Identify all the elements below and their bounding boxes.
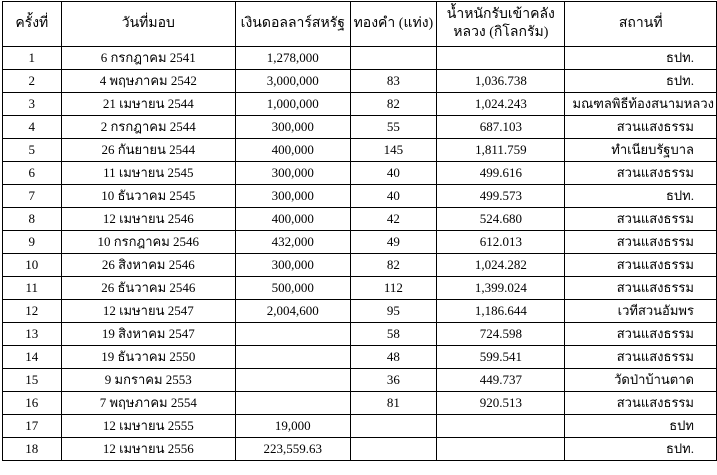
table-row	[3, 162, 717, 185]
cell-date: 19 ธันวาคม 2550	[61, 346, 235, 369]
table-row	[3, 277, 717, 300]
cell-usd: 300,000	[236, 162, 351, 185]
table-row	[3, 231, 717, 254]
cell-place: สวนแสงธรรม	[565, 277, 717, 300]
cell-weight: 499.616	[437, 162, 565, 185]
cell-no: 1	[3, 47, 62, 70]
table-row	[3, 438, 717, 461]
cell-date: 12 เมษายน 2547	[61, 300, 235, 323]
header-gold-bars: ทองคำ (แท่ง)	[350, 2, 437, 47]
table-body	[3, 47, 717, 461]
table-row	[3, 369, 717, 392]
cell-place: สวนแสงธรรม	[565, 208, 717, 231]
cell-usd: 223,559.63	[236, 438, 351, 461]
cell-weight	[437, 415, 565, 438]
cell-no: 16	[3, 392, 62, 415]
cell-place: สวนแสงธรรม	[565, 116, 717, 139]
table-row	[3, 93, 717, 116]
cell-date: 26 สิงหาคม 2546	[61, 254, 235, 277]
cell-usd: 1,000,000	[236, 93, 351, 116]
cell-weight: 1,036.738	[437, 70, 565, 93]
cell-no: 4	[3, 116, 62, 139]
cell-weight: 499.573	[437, 185, 565, 208]
cell-date: 26 กันยายน 2544	[61, 139, 235, 162]
cell-no: 10	[3, 254, 62, 277]
cell-gold-bars: 145	[350, 139, 437, 162]
cell-usd: 3,000,000	[236, 70, 351, 93]
cell-gold-bars: 81	[350, 392, 437, 415]
cell-no: 13	[3, 323, 62, 346]
cell-date: 11 เมษายน 2545	[61, 162, 235, 185]
cell-place: ธปท.	[565, 47, 717, 70]
header-weight-line1: น้ำหนักรับเข้าคลัง	[446, 7, 555, 22]
cell-place: ธปท.	[565, 185, 717, 208]
cell-no: 17	[3, 415, 62, 438]
table-row	[3, 300, 717, 323]
cell-usd: 1,278,000	[236, 47, 351, 70]
cell-no: 15	[3, 369, 62, 392]
cell-gold-bars: 82	[350, 93, 437, 116]
cell-usd: 300,000	[236, 116, 351, 139]
cell-place: สวนแสงธรรม	[565, 392, 717, 415]
cell-date: 2 กรกฎาคม 2544	[61, 116, 235, 139]
header-date: วันที่มอบ	[61, 2, 235, 47]
table-row	[3, 254, 717, 277]
table-row	[3, 346, 717, 369]
cell-date: 7 พฤษภาคม 2554	[61, 392, 235, 415]
cell-place: ธปท.	[565, 70, 717, 93]
header-usd: เงินดอลลาร์สหรัฐ	[236, 2, 351, 47]
cell-weight	[437, 438, 565, 461]
cell-date: 6 กรกฎาคม 2541	[61, 47, 235, 70]
cell-weight	[437, 47, 565, 70]
cell-date: 26 ธันวาคม 2546	[61, 277, 235, 300]
cell-weight: 1,186.644	[437, 300, 565, 323]
cell-gold-bars: 55	[350, 116, 437, 139]
table-row	[3, 70, 717, 93]
table-row	[3, 208, 717, 231]
cell-gold-bars: 49	[350, 231, 437, 254]
cell-gold-bars: 40	[350, 162, 437, 185]
cell-usd: 500,000	[236, 277, 351, 300]
cell-weight: 1,811.759	[437, 139, 565, 162]
cell-date: 10 กรกฎาคม 2546	[61, 231, 235, 254]
cell-gold-bars	[350, 47, 437, 70]
cell-gold-bars: 36	[350, 369, 437, 392]
cell-usd: 432,000	[236, 231, 351, 254]
cell-date: 10 ธันวาคม 2545	[61, 185, 235, 208]
cell-no: 2	[3, 70, 62, 93]
cell-date: 12 เมษายน 2546	[61, 208, 235, 231]
cell-gold-bars: 58	[350, 323, 437, 346]
cell-usd	[236, 323, 351, 346]
cell-place: สวนแสงธรรม	[565, 254, 717, 277]
cell-weight: 724.598	[437, 323, 565, 346]
header-place: สถานที่	[565, 2, 717, 47]
cell-place: ธปท	[565, 415, 717, 438]
cell-gold-bars: 112	[350, 277, 437, 300]
cell-usd	[236, 369, 351, 392]
cell-weight: 1,024.243	[437, 93, 565, 116]
cell-gold-bars	[350, 438, 437, 461]
cell-usd: 300,000	[236, 254, 351, 277]
table-row	[3, 392, 717, 415]
cell-no: 8	[3, 208, 62, 231]
table-row	[3, 323, 717, 346]
cell-place: วัดป่าบ้านตาด	[565, 369, 717, 392]
cell-weight: 449.737	[437, 369, 565, 392]
cell-gold-bars: 40	[350, 185, 437, 208]
header-no: ครั้งที่	[3, 2, 62, 47]
cell-no: 9	[3, 231, 62, 254]
cell-date: 9 มกราคม 2553	[61, 369, 235, 392]
cell-usd: 400,000	[236, 208, 351, 231]
cell-usd	[236, 392, 351, 415]
cell-date: 12 เมษายน 2556	[61, 438, 235, 461]
gold-donation-table	[2, 1, 717, 461]
cell-no: 5	[3, 139, 62, 162]
table-row	[3, 415, 717, 438]
cell-gold-bars: 82	[350, 254, 437, 277]
cell-date: 21 เมษายน 2544	[61, 93, 235, 116]
cell-no: 12	[3, 300, 62, 323]
cell-no: 18	[3, 438, 62, 461]
table-row	[3, 185, 717, 208]
table-header-row	[3, 2, 717, 47]
cell-weight: 612.013	[437, 231, 565, 254]
cell-place: สวนแสงธรรม	[565, 323, 717, 346]
cell-date: 4 พฤษภาคม 2542	[61, 70, 235, 93]
cell-place: ทำเนียบรัฐบาล	[565, 139, 717, 162]
table-row	[3, 116, 717, 139]
cell-place: ธปท.	[565, 438, 717, 461]
cell-date: 12 เมษายน 2555	[61, 415, 235, 438]
cell-usd: 400,000	[236, 139, 351, 162]
cell-no: 7	[3, 185, 62, 208]
cell-no: 6	[3, 162, 62, 185]
cell-weight: 920.513	[437, 392, 565, 415]
cell-date: 19 สิงหาคม 2547	[61, 323, 235, 346]
cell-gold-bars: 42	[350, 208, 437, 231]
cell-no: 11	[3, 277, 62, 300]
cell-weight: 687.103	[437, 116, 565, 139]
cell-weight: 1,399.024	[437, 277, 565, 300]
cell-place: สวนแสงธรรม	[565, 231, 717, 254]
cell-usd: 19,000	[236, 415, 351, 438]
table-row	[3, 139, 717, 162]
cell-weight: 524.680	[437, 208, 565, 231]
cell-weight: 1,024.282	[437, 254, 565, 277]
cell-place: มณฑลพิธีท้องสนามหลวง	[565, 93, 717, 116]
cell-usd	[236, 346, 351, 369]
cell-no: 14	[3, 346, 62, 369]
cell-place: สวนแสงธรรม	[565, 162, 717, 185]
header-weight-line2: หลวง (กิโลกรัม)	[453, 25, 549, 40]
cell-gold-bars: 83	[350, 70, 437, 93]
cell-usd: 2,004,600	[236, 300, 351, 323]
cell-place: สวนแสงธรรม	[565, 346, 717, 369]
cell-no: 3	[3, 93, 62, 116]
cell-gold-bars: 95	[350, 300, 437, 323]
cell-gold-bars: 48	[350, 346, 437, 369]
table-row	[3, 47, 717, 70]
cell-place: เวทีสวนอัมพร	[565, 300, 717, 323]
cell-usd: 300,000	[236, 185, 351, 208]
cell-gold-bars	[350, 415, 437, 438]
cell-weight: 599.541	[437, 346, 565, 369]
header-weight	[437, 2, 565, 47]
